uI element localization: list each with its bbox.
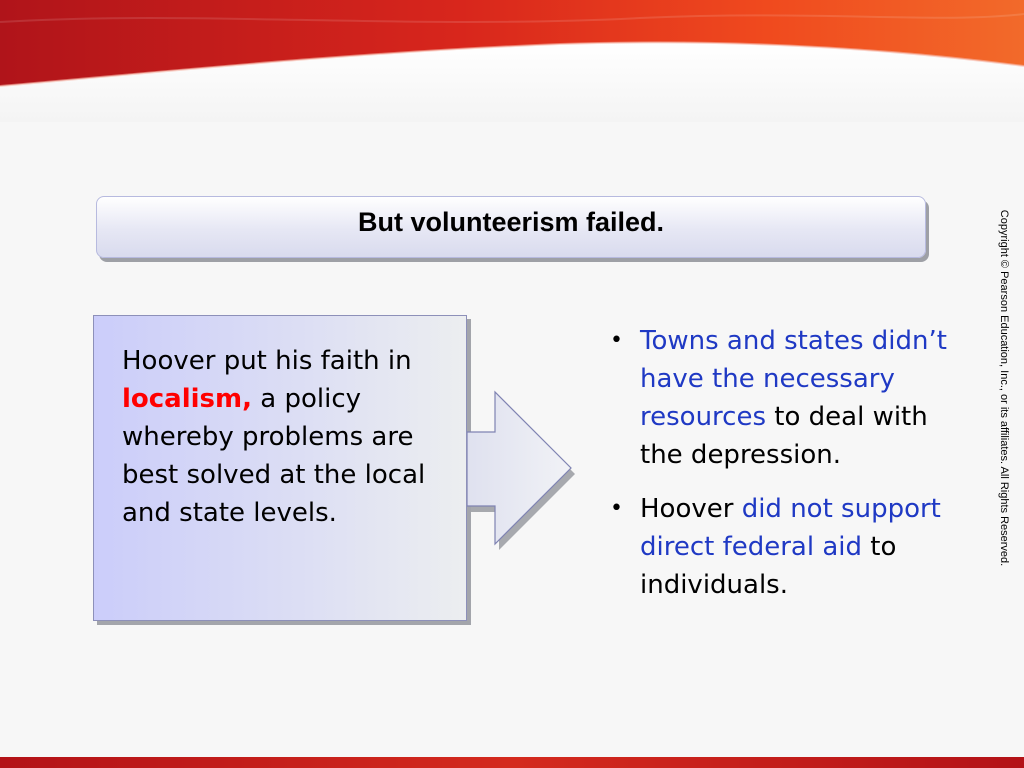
bullet-dot-icon: • <box>610 496 623 521</box>
bullet-federal-aid-lead: Hoover <box>640 494 742 524</box>
localism-text-after: a policy whereby problems are best solved at the local and state levels. <box>122 384 426 528</box>
bullet-federal-aid <box>608 490 978 604</box>
title-box <box>96 196 926 258</box>
bullet-resources-rest: to deal with the depression. <box>640 402 928 470</box>
bullet-resources <box>608 322 978 474</box>
header-swoosh-banner <box>0 0 1024 122</box>
bullet-federal-aid-rest: to individuals. <box>640 532 897 600</box>
footer-red-bar <box>0 757 1024 768</box>
localism-keyword: localism, <box>122 384 252 414</box>
bullet-federal-aid-highlight: did not support direct federal aid <box>640 494 941 562</box>
slide-title: But volunteerism failed. <box>357 207 665 237</box>
bullet-resources-highlight: Towns and states didn’t have the necessary resources <box>640 326 947 432</box>
localism-box <box>93 315 467 621</box>
localism-text <box>122 342 446 532</box>
localism-text-before: Hoover put his faith in <box>122 346 412 376</box>
bullet-dot-icon: • <box>610 328 623 353</box>
copyright-notice: Copyright © Pearson Education, Inc., or its affiliates. All Rights Reserved. <box>998 209 1010 567</box>
right-arrow-icon <box>467 390 579 550</box>
bullet-list <box>608 322 978 620</box>
